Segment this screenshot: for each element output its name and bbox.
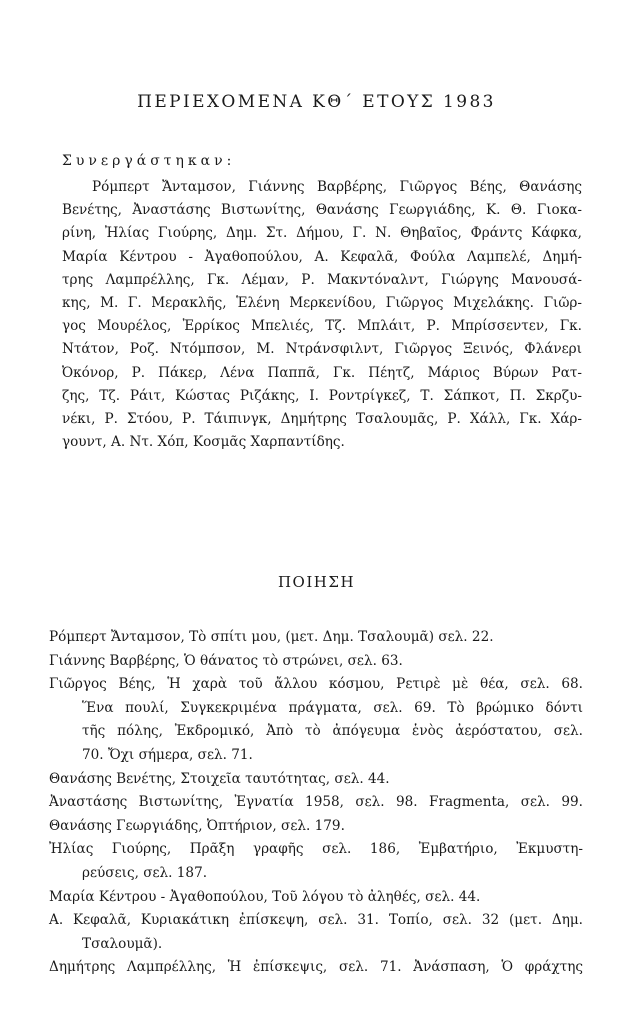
contributors-line: ρίνη, Ἠλίας Γιούρης, Δημ. Στ. Δήμου, Γ. Ν. Θηβαῖος, Φράντς Κάφκα, [62, 225, 582, 242]
toc-entry-line: ρεύσεις, σελ. 187. [82, 864, 208, 881]
toc-entry-line: Θανάσης Γεωργιάδης, Ὀπτήριον, σελ. 179. [49, 817, 345, 834]
contributors-line: Ντάτον, Ροζ. Ντόμπσον, Μ. Ντράνσφιλντ, Γιῶργος Ξεινός, Φλάνερι [62, 341, 582, 358]
contributors-line: γος Μουρέλος, Ἐρρίκος Μπελιές, Τζ. Μπλάιτ, Ρ. Μπρίσσεντεν, Γκ. [62, 318, 582, 335]
contributors-line: Ὀκόνορ, Ρ. Πάκερ, Λένα Παππᾶ, Γκ. Πέητζ, Μάριος Βύρων Ρατ- [62, 364, 582, 381]
toc-entry-line: Ἀναστάσης Βιστωνίτης, Ἐγνατία 1958, σελ. 98. Fragmenta, σελ. 99. [49, 794, 583, 811]
poetry-contents-list [49, 626, 583, 980]
toc-entry-line: τῆς πόλης, Ἐκδρομικό, Ἀπὸ τὸ ἀπόγευμα ἑνὸς ἀερόστατου, σελ. [82, 723, 583, 740]
contributors-line: γουντ, Α. Ντ. Χόπ, Κοσμᾶς Χαρπαντίδης. [62, 434, 345, 451]
contributors-heading: Συνεργάστηκαν: [62, 153, 236, 169]
contributors-line: Βενέτης, Ἀναστάσης Βιστωνίτης, Θανάσης Γεωργιάδης, Κ. Θ. Γιοκα- [62, 202, 582, 219]
toc-entry-line: Γιάννης Βαρβέρης, Ὁ θάνατος τὸ στρώνει, σελ. 63. [49, 652, 403, 669]
contributors-line: Ρόμπερτ Ἄνταμσον, Γιάννης Βαρβέρης, Γιῶργος Βέης, Θανάσης [92, 179, 582, 195]
toc-entry-line: 70. Ὄχι σήμερα, σελ. 71. [82, 746, 253, 763]
toc-entry-line: Τσαλουμᾶ). [82, 935, 163, 952]
contributors-paragraph [62, 176, 582, 454]
contributors-line: ζης, Τζ. Ράιτ, Κώστας Ριζάκης, Ι. Ροντρίγκεζ, Τ. Σάπκοτ, Π. Σκρζυ- [62, 387, 582, 404]
toc-entry-line: Θανάσης Βενέτης, Στοιχεῖα ταυτότητας, σελ. 44. [49, 770, 390, 787]
contributors-line: τρης Λαμπρέλλης, Γκ. Λέμαν, Ρ. Μακντόναλντ, Γιώργης Μανουσά- [62, 271, 582, 288]
contributors-line: κης, Μ. Γ. Μερακλῆς, Ἑλένη Μερκενίδου, Γιῶργος Μιχελάκης. Γιῶρ- [62, 294, 582, 311]
toc-entry-line: Ἠλίας Γιούρης, Πρᾶξη γραφῆς σελ. 186, Ἐμβατήριο, Ἐκμυστη- [49, 841, 583, 858]
toc-entry-line: Ρόμπερτ Ἄνταμσον, Τὸ σπίτι μου, (μετ. Δημ. Τσαλουμᾶ) σελ. 22. [49, 629, 494, 645]
contributors-line: νέκι, Ρ. Στόου, Ρ. Τάιπινγκ, Δημήτρης Τσαλουμᾶς, Ρ. Χάλλ, Γκ. Χάρ- [62, 410, 582, 427]
toc-entry-line: Ἕνα πουλί, Συγκεκριμένα πράγματα, σελ. 69. Τὸ βρώμικο δόντι [82, 699, 583, 716]
page-title: ΠΕΡΙΕΧΟΜΕΝΑ ΚΘ΄ ΕΤΟΥΣ 1983 [137, 92, 496, 112]
toc-entry-line: Γιῶργος Βέης, Ἡ χαρὰ τοῦ ἄλλου κόσμου, Ρετιρὲ μὲ θέα, σελ. 68. [49, 676, 583, 693]
toc-entry-line: Α. Κεφαλᾶ, Κυριακάτικη ἐπίσκεψη, σελ. 31. Τοπίο, σελ. 32 (μετ. Δημ. [49, 912, 583, 929]
toc-entry-line: Δημήτρης Λαμπρέλλης, Ἡ ἐπίσκεψις, σελ. 71. Ἀνάσπαση, Ὁ φράχτης [49, 959, 583, 976]
toc-entry-line: Μαρία Κέντρου - Ἀγαθοπούλου, Τοῦ λόγου τὸ ἀληθές, σελ. 44. [49, 888, 481, 905]
section-heading-poetry: ΠΟΙΗΣΗ [277, 573, 356, 591]
contributors-line: Μαρία Κέντρου - Ἀγαθοπούλου, Α. Κεφαλᾶ, Φούλα Λαμπελέ, Δημή- [62, 248, 582, 265]
